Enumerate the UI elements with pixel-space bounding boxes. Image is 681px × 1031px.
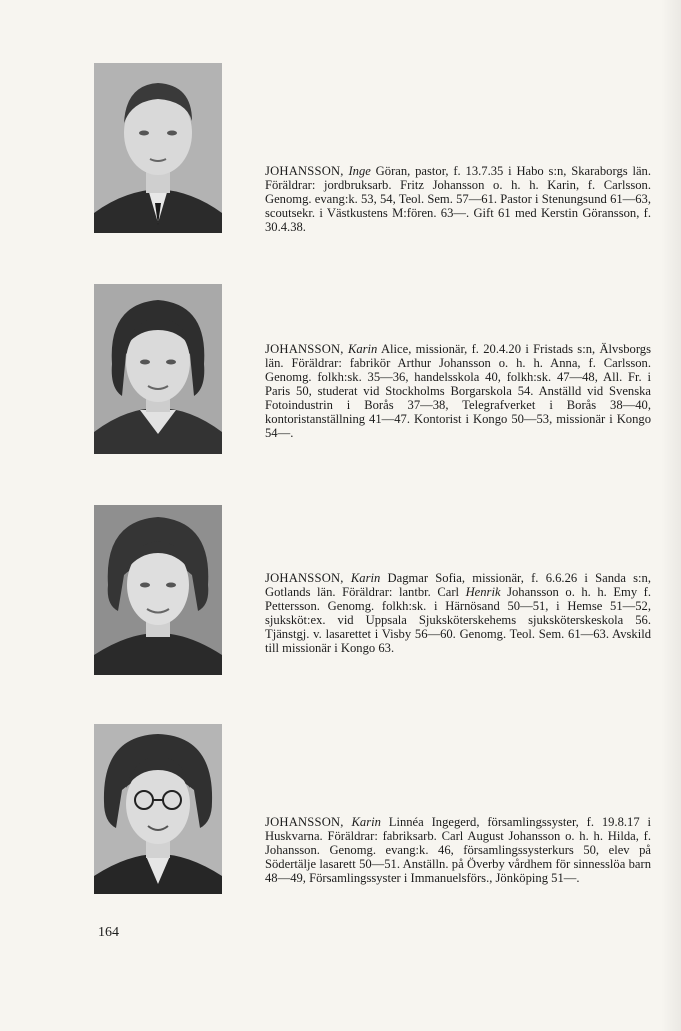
biography-text [265, 815, 651, 885]
given-name-middle: Henrik [465, 585, 501, 599]
biography-text [265, 164, 651, 234]
biography-text [265, 571, 651, 655]
biography-details-continued: Johansson o. h. h. Emy f. Pettersson. Genomg. folkh:sk. i Härnösand 50—51, i Hemse 51—52, sjuksköt:ex. vid Uppsala Sjuksköterskehems sjuksköterskeskola 56. Tjänstgj. v. lasarettet i Visby 56—60. Genomg. Teol. Sem. 61—63. Avskild till missionär i Kongo 63. [265, 585, 651, 655]
man-portrait-icon [94, 63, 222, 233]
biography-details: Göran, pastor, f. 13.7.35 i Habo s:n, Skaraborgs län. Föräldrar: jordbruksarb. Fritz Johansson o. h. h. Karin, f. Carlsson. Genomg. evang:k. 53, 54, Teol. Sem. 57—61. Pastor i Stenungsund 61—63, scoutsekr. i Västkustens M:fören. 63—. Gift 61 med Kerstin Göransson, f. 30.4.38. [265, 164, 651, 234]
biography-details: Alice, missionär, f. 20.4.20 i Fristads s:n, Älvsborgs län. Föräldrar: fabrikör Arthur Johansson o. h. h. Anna, f. Carlsson. Genomg. folkh:sk. 35—36, handelsskola 40, folkh:sk. 47—48, All. Fr. i Paris 50, studerat vid Stockholms Borgarskola 54. Anställd vid Svenska Fotoindustrin i Borås 37—38, Telegrafverket i Borås 38—40, kontoristanställning 41—47. Kontorist i Kongo 50—53, missionär i Kongo 54—. [265, 342, 651, 440]
surname: JOHANSSON, [265, 342, 344, 356]
biography-details: Dagmar Sofia, missionär, f. 6.6.26 i Sanda s:n, Gotlands län. Föräldrar: lantbr. Carl [265, 571, 651, 599]
biography-details: Linnéa Ingegerd, församlingssyster, f. 19.8.17 i Huskvarna. Föräldrar: fabriksarb. Carl August Johansson o. h. h. Hilda, f. Johansson. Genomg. evang:k. 46, församlingssysterkurs 50, elev på Södertälje lasarett 50—51. Anställn. på Överby vårdhem för sinnesslöa barn 48—49, Församlingssyster i Immanuelsförs., Jönköping 51—. [265, 815, 651, 885]
woman-portrait-icon [94, 505, 222, 675]
given-name: Karin [347, 342, 378, 356]
biography-text [265, 342, 651, 440]
portrait-photo [94, 63, 222, 233]
woman-with-glasses-portrait-icon [94, 724, 222, 894]
portrait-photo [94, 505, 222, 675]
given-name: Karin [351, 815, 381, 829]
given-name: Karin [350, 571, 381, 585]
portrait-photo [94, 284, 222, 454]
page-edge-shadow [661, 0, 681, 1031]
surname: JOHANSSON, [265, 571, 344, 585]
woman-portrait-icon [94, 284, 222, 454]
page-number: 164 [98, 925, 119, 940]
surname: JOHANSSON, [265, 815, 344, 829]
surname: JOHANSSON, [265, 164, 344, 178]
given-name: Inge [348, 164, 371, 178]
portrait-photo [94, 724, 222, 894]
